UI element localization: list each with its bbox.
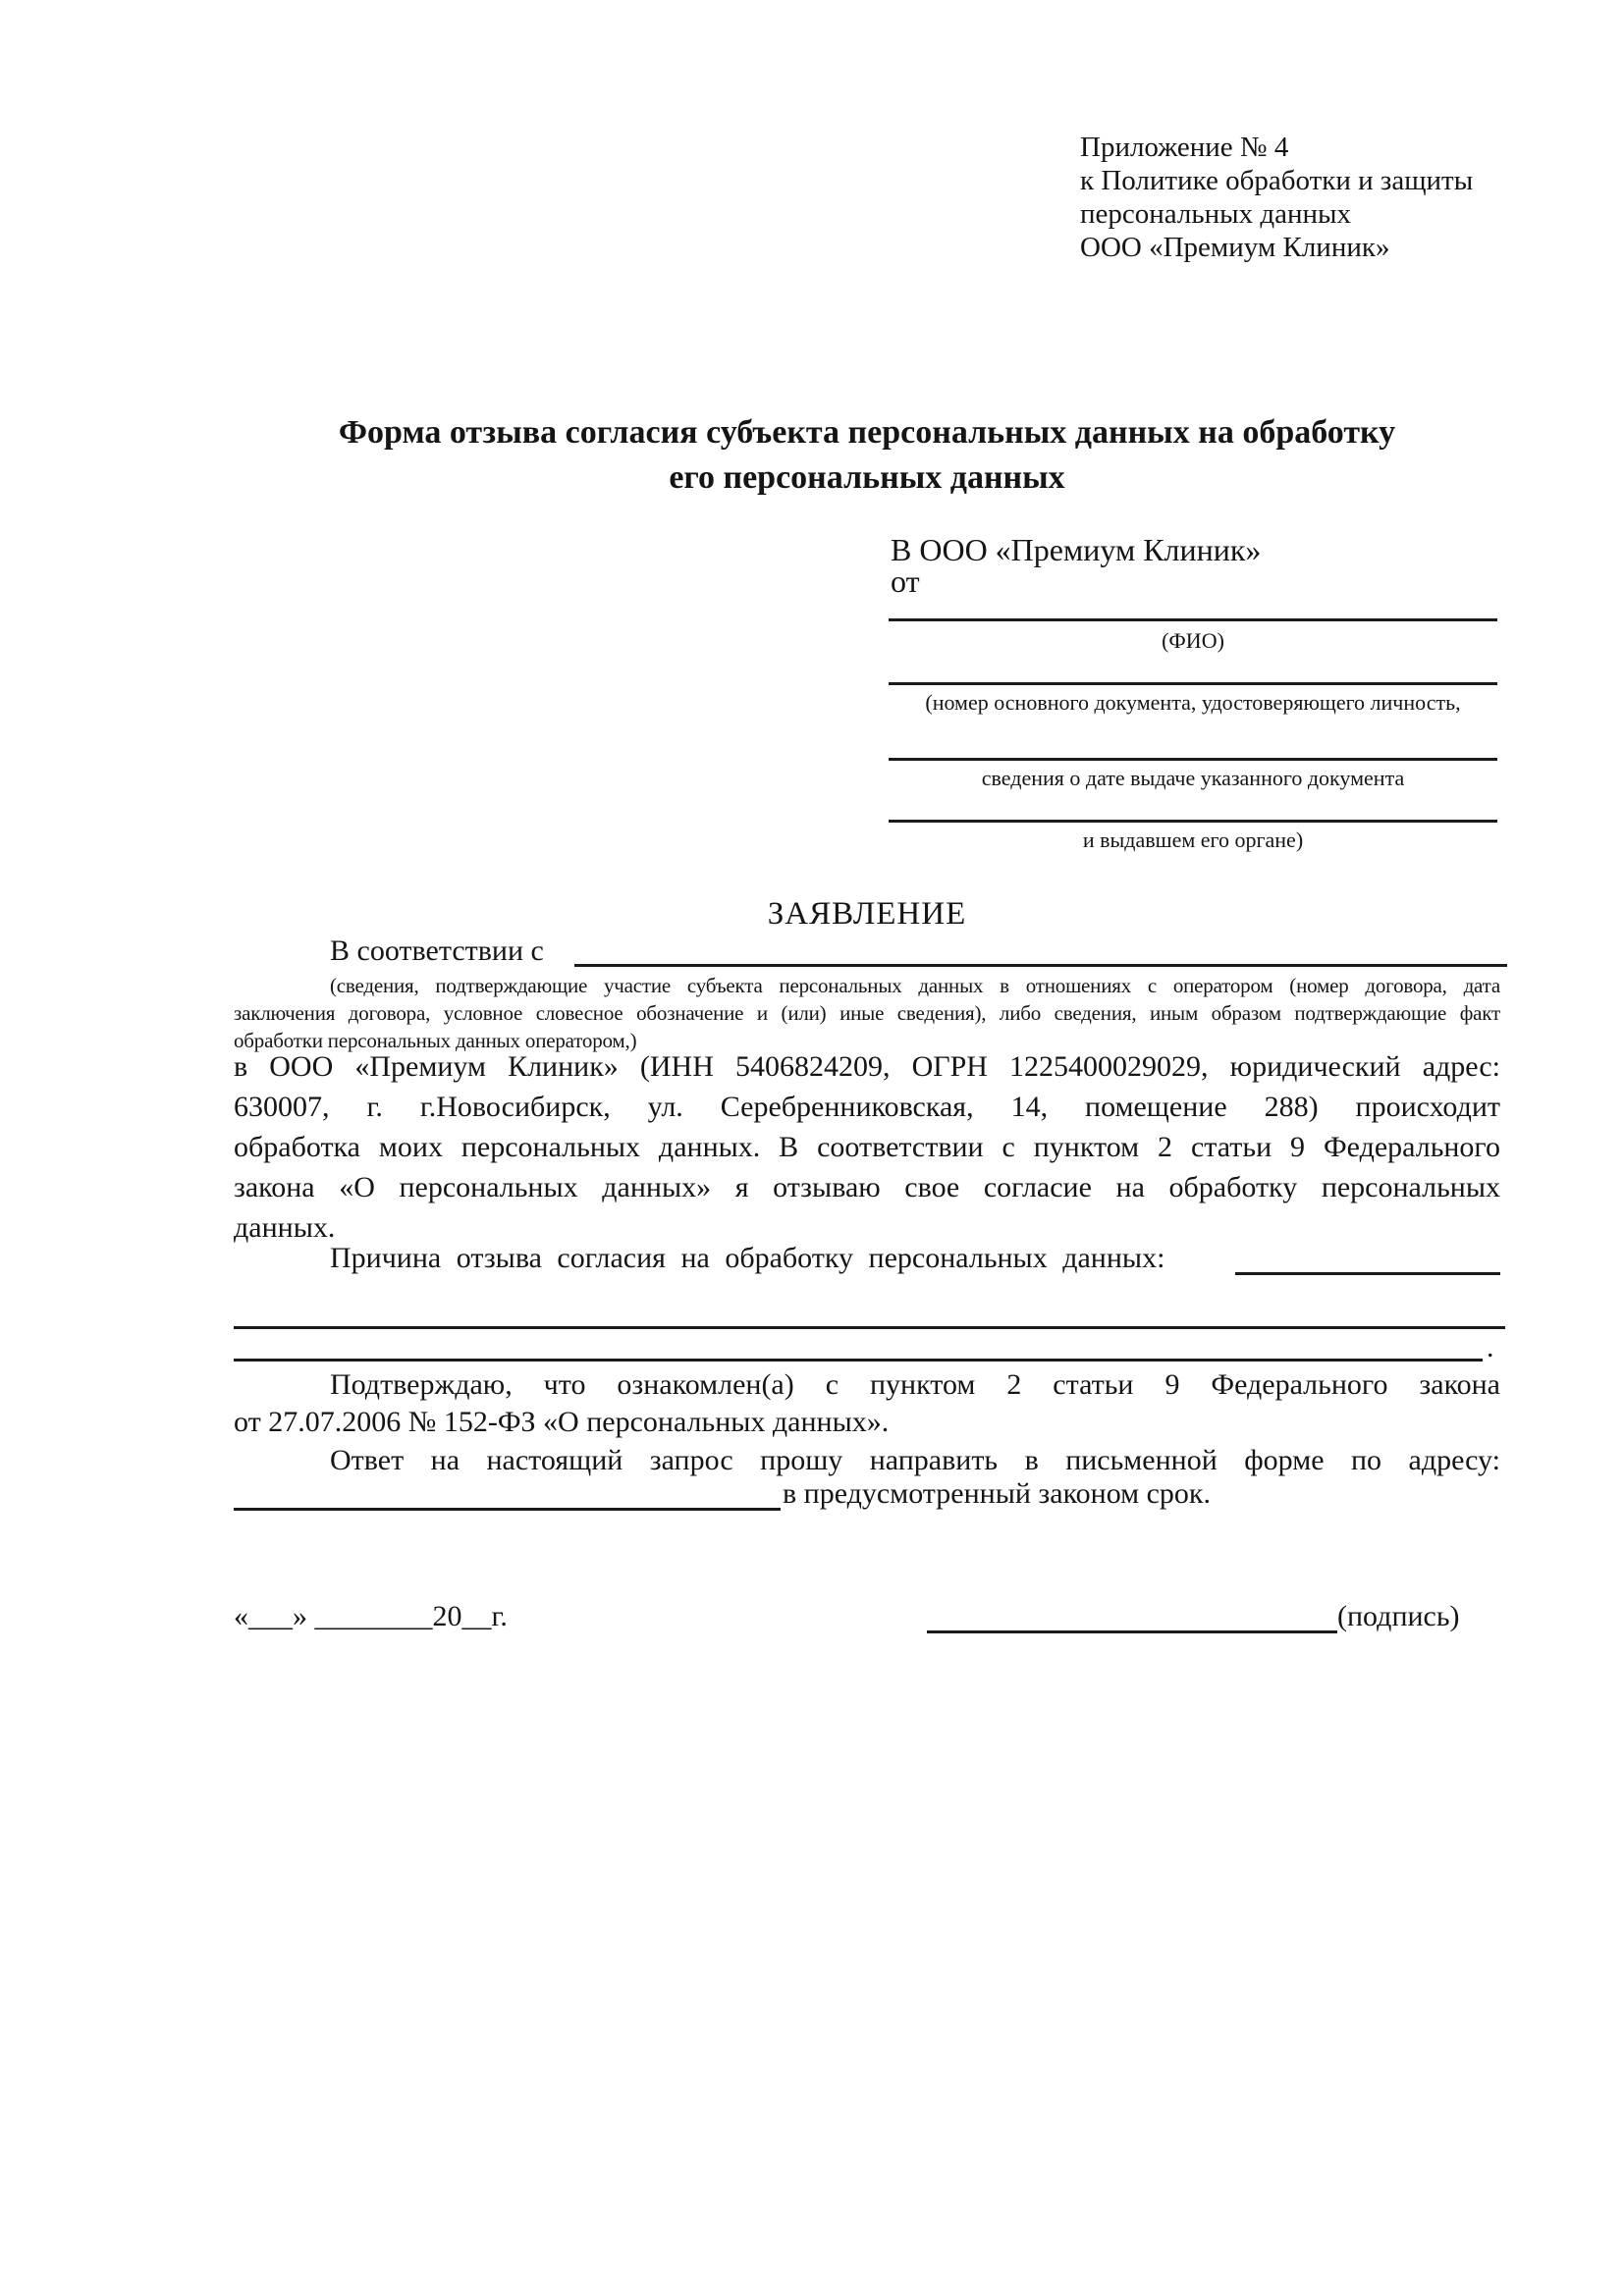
blank-line-period: . [1487,1331,1494,1363]
signature-caption: (подпись) [1337,1600,1460,1632]
body-line-1: в ООО «Премиум Клиник» (ИНН 5406824209, ОГРН 1225400029029, юридический адрес: [234,1050,1500,1083]
appendix-note-line-3: персональных данных [1080,198,1352,230]
appendix-note-line-4: ООО «Премиум Клиник» [1080,232,1390,263]
fio-blank-line[interactable] [889,618,1497,621]
confirmation-line-1: Подтверждаю, что ознакомлен(а) с пунктом 2 статьи 9 Федерального закона [330,1368,1500,1401]
reason-blank-line-start[interactable] [1235,1272,1500,1275]
intro-blank-line[interactable] [574,964,1507,967]
statement-heading: ЗАЯВЛЕНИЕ [767,896,967,932]
id-document-caption: (номер основного документа, удостоверяющего личность, [925,690,1461,715]
reply-address-blank-line[interactable] [234,1508,781,1511]
footnote-line-1: (сведения, подтверждающие участие субъекта персональных данных в отношениях с оператором (номер договора, дата [330,974,1500,997]
intro-label: В соответствии с [330,934,544,967]
body-line-3: обработка моих персональных данных. В соответствии с пунктом 2 статьи 9 Федерального [234,1131,1500,1163]
document-title-line-1: Форма отзыва согласия субъекта персональных данных на обработку [338,414,1396,451]
issue-date-caption: сведения о дате выдаче указанного документа [981,766,1405,790]
body-line-2: 630007, г. г.Новосибирск, ул. Серебренниковская, 14, помещение 288) происходит [234,1091,1500,1123]
reason-label: Причина отзыва согласия на обработку персональных данных: [330,1242,1165,1274]
confirmation-line-2: от 27.07.2006 № 152-ФЗ «О персональных данных». [234,1406,890,1438]
fio-caption: (ФИО) [1162,628,1224,653]
addressee-from-label: от [891,563,920,599]
addressee-organization: В ООО «Премиум Клиник» [891,532,1262,567]
appendix-note-line-2: к Политике обработки и защиты [1080,165,1474,196]
footnote-line-2: заключения договора, условное словесное обозначение и (или) иные сведения), либо сведения, иным образом подтверждающие факт [234,1001,1500,1025]
signature-blank-line[interactable] [927,1630,1337,1633]
date-placeholder[interactable]: «___» ________20__г. [234,1600,508,1632]
issuing-authority-blank-line[interactable] [889,820,1497,823]
footnote-line-3: обработки персональных данных оператором,) [234,1029,637,1052]
reason-blank-line-3[interactable] [234,1359,1483,1362]
body-line-4: закона «О персональных данных» я отзываю свое согласие на обработку персональных [234,1171,1500,1203]
id-document-blank-line[interactable] [889,682,1497,685]
issuing-authority-caption: и выдавшем его органе) [1082,828,1304,852]
issue-date-blank-line[interactable] [889,758,1497,761]
appendix-note-line-1: Приложение № 4 [1080,132,1289,163]
reply-line-1: Ответ на настоящий запрос прошу направить в письменной форме по адресу: [330,1444,1500,1476]
document-title [234,410,1500,501]
reason-blank-line-2[interactable] [234,1326,1505,1329]
document-title-line-2: его персональных данных [669,459,1065,496]
reply-tail: в предусмотренный законом срок. [783,1477,1211,1510]
body-line-5: данных. [234,1211,336,1244]
